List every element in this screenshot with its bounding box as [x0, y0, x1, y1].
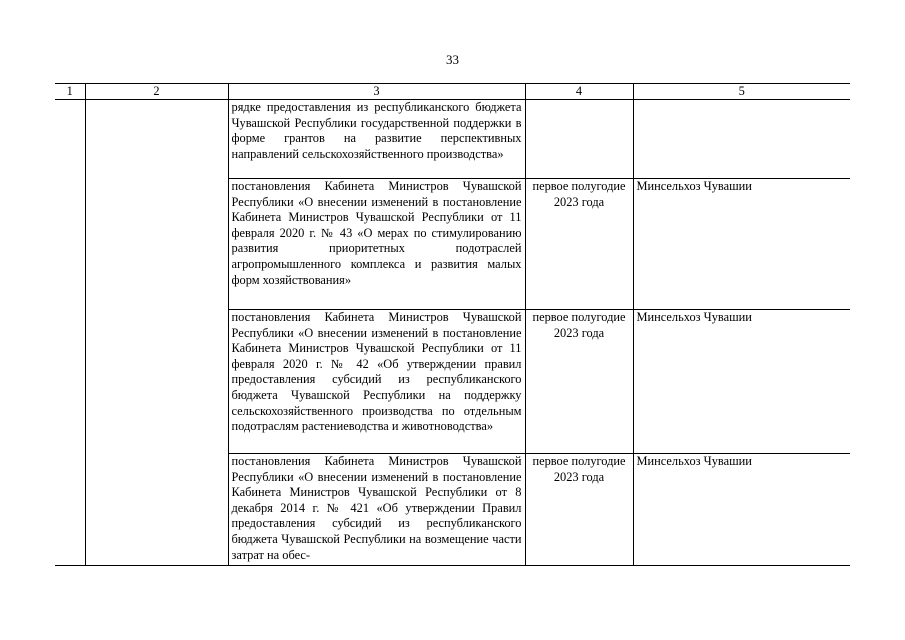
responsible-cell: Минсельхоз Чувашии: [633, 454, 850, 566]
column-header-4: 4: [525, 84, 633, 100]
col1-cell: [55, 100, 85, 566]
responsible-cell: Минсельхоз Чувашии: [633, 179, 850, 310]
responsible-cell: [633, 100, 850, 179]
page-number: 33: [446, 52, 459, 67]
description-cell: постановления Кабинета Министров Чувашской Республики «О внесении изменений в постановление Кабинета Министров Чувашской Республики от 11 февраля 2020 г. № 43 «О мерах по стимулированию развития приоритетных подотраслей агропромышленного комплекса и развития малых форм хозяйствования»: [228, 179, 525, 310]
term-cell: первое полугодие 2023 года: [525, 310, 633, 454]
col2-cell: [85, 100, 228, 566]
table-row: [55, 100, 850, 179]
document-table: [55, 83, 850, 566]
responsible-cell: Минсельхоз Чувашии: [633, 310, 850, 454]
term-cell: первое полугодие 2023 года: [525, 454, 633, 566]
description-cell: рядке предоставления из республиканского бюджета Чувашской Республики государственной поддержки в форме грантов на развитие перспективных направлений сельскохозяйственного производства»: [228, 100, 525, 179]
description-cell: постановления Кабинета Министров Чувашской Республики «О внесении изменений в постановление Кабинета Министров Чувашской Республики от 11 февраля 2020 г. № 42 «Об утверждении правил предоставления субсидий из республиканского бюджета Чувашской Республики на поддержку сельскохозяйственного производства по отдельным подотраслям растениеводства и животноводства»: [228, 310, 525, 454]
column-header-3: 3: [228, 84, 525, 100]
column-header-1: 1: [55, 84, 85, 100]
description-cell: постановления Кабинета Министров Чувашской Республики «О внесении изменений в постановление Кабинета Министров Чувашской Республики от 8 декабря 2014 г. № 421 «Об утверждении Правил предоставления субсидий из республиканского бюджета Чувашской Республики на возмещение части затрат на обес-: [228, 454, 525, 566]
term-cell: [525, 100, 633, 179]
term-cell: первое полугодие 2023 года: [525, 179, 633, 310]
column-header-2: 2: [85, 84, 228, 100]
column-header-5: 5: [633, 84, 850, 100]
table-header-row: [55, 84, 850, 100]
